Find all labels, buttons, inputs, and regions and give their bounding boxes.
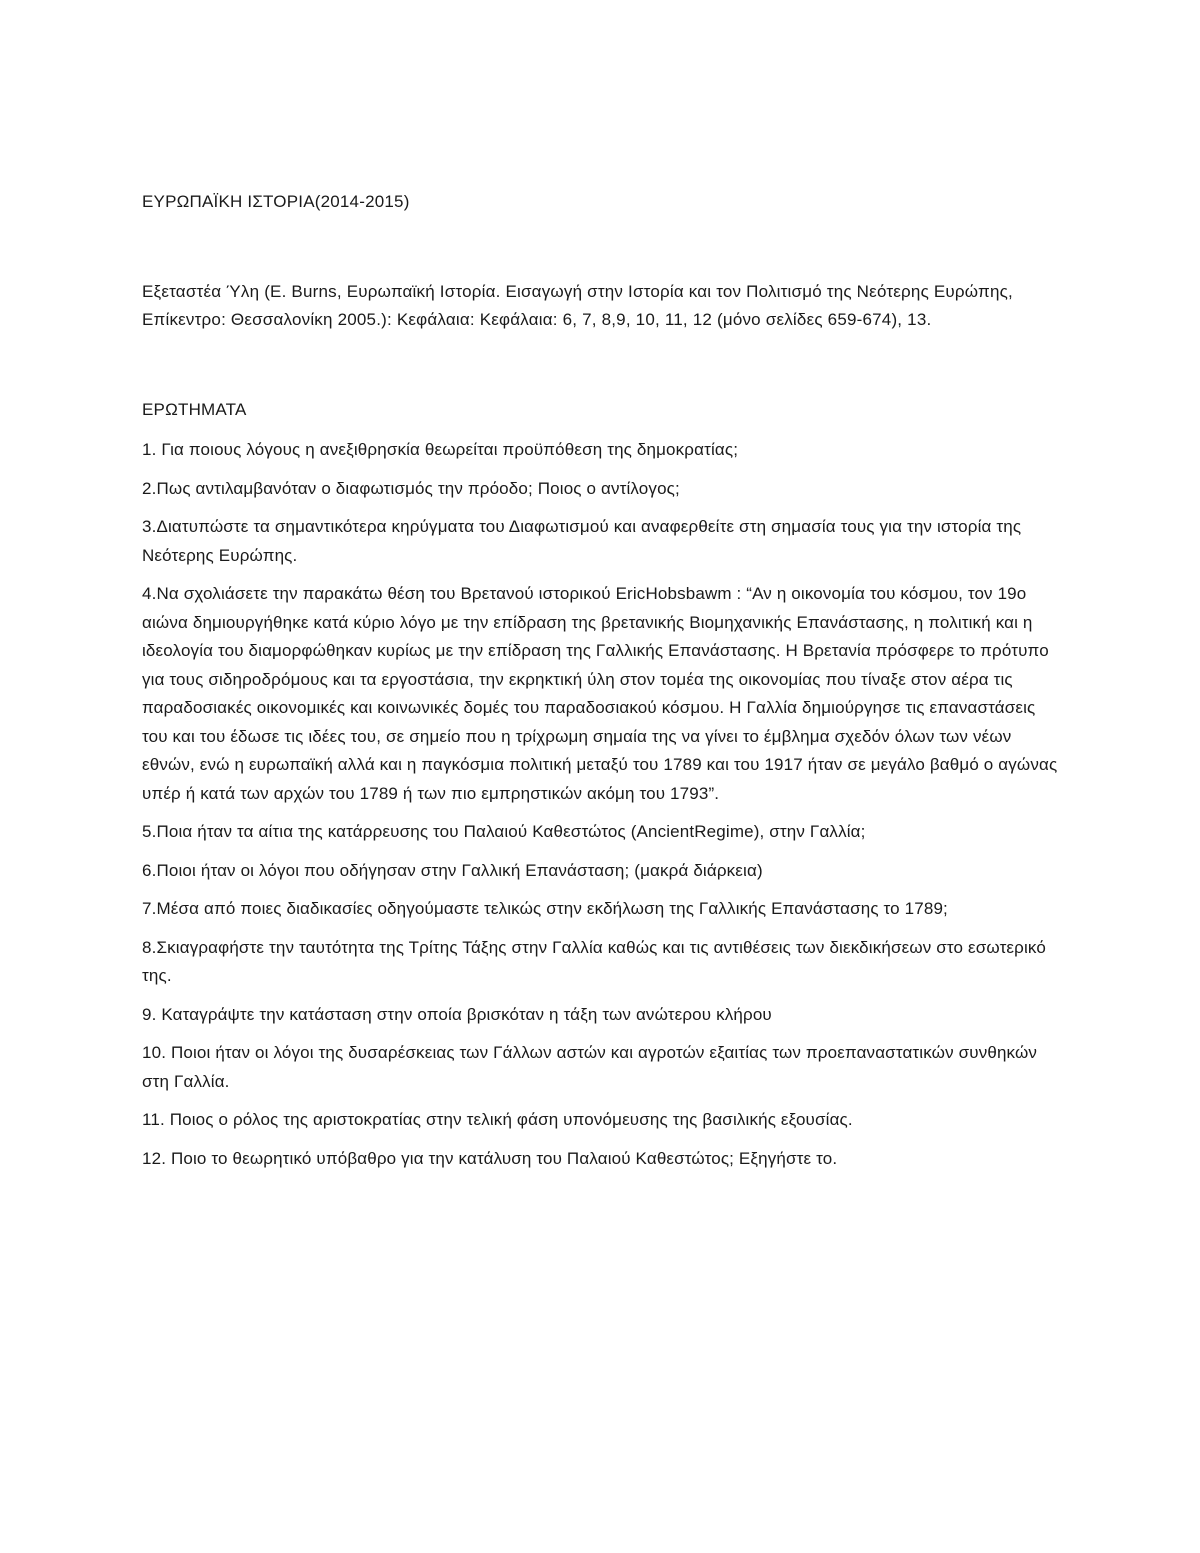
questions-list xyxy=(142,436,1062,1173)
question-5: 5.Ποια ήταν τα αίτια της κατάρρευσης του Παλαιού Καθεστώτος (AncientRegime), στην Γαλλία; xyxy=(142,822,866,841)
document-title: ΕΥΡΩΠΑΪΚΗ ΙΣΤΟΡΙΑ(2014-2015) xyxy=(142,192,410,211)
question-2: 2.Πως αντιλαμβανόταν ο διαφωτισμός την πρόοδο; Ποιος ο αντίλογος; xyxy=(142,478,680,498)
question-4: 4.Να σχολιάσετε την παρακάτω θέση του Βρετανού ιστορικού EricHobsbawm : “Αν η οικονομία του κόσμου, τον 19ο αιώνα δημιουργήθηκε κατά κύριο λόγο με την επίδραση της βρετανικής Βιομηχανικής Επανάστασης, η πολιτική και η ιδεολογία του διαμορφώθηκαν κυρίως με την επίδραση της Γαλλικής Επανάστασης. Η Βρετανία πρόσφερε το πρότυπο για τους σιδηροδρόμους και τα εργοστάσια, την εκρηκτική ύλη στον τομέα της οικονομίας που τίναξε στον αέρα τις παραδοσιακές οικονομικές και κοινωνικές δομές του παραδοσιακού κόσμου. Η Γαλλία δημιούργησε τις επαναστάσεις του και του έδωσε τις ιδέες του, σε σημείο που η τρίχρωμη σημαία της να γίνει το έμβλημα σχεδόν όλων των νέων εθνών, ενώ η ευρωπαϊκή αλλά και η παγκόσμια πολιτική μεταξύ του 1789 και του 1917 ήταν σε μεγάλο βαθμό ο αγώνας υπέρ ή κατά των αρχών του 1789 ή των πιο εμπρηστικών ακόμη του 1793”. xyxy=(142,584,1058,803)
question-9: 9. Καταγράψτε την κατάσταση στην οποία βρισκόταν η τάξη των ανώτερου κλήρου xyxy=(142,1004,772,1024)
questions-heading: ΕΡΩΤΗΜΑΤΑ xyxy=(142,400,247,419)
question-3: 3.Διατυπώστε τα σημαντικότερα κηρύγματα του Διαφωτισμού και αναφερθείτε στη σημασία τους για την ιστορία της Νεότερης Ευρώπης. xyxy=(142,517,1022,565)
question-6: 6.Ποιοι ήταν οι λόγοι που οδήγησαν στην Γαλλική Επανάσταση; (μακρά διάρκεια) xyxy=(142,860,763,880)
question-7: 7.Μέσα από ποιες διαδικασίες οδηγούμαστε τελικώς στην εκδήλωση της Γαλλικής Επανάστασης το 1789; xyxy=(142,899,948,918)
question-8: 8.Σκιαγραφήστε την ταυτότητα της Τρίτης Τάξης στην Γαλλία καθώς και τις αντιθέσεις των διεκδικήσεων στο εσωτερικό της. xyxy=(142,937,1046,985)
question-11: 11. Ποιος ο ρόλος της αριστοκρατίας στην τελική φάση υπονόμευσης της βασιλικής εξουσίας. xyxy=(142,1110,853,1129)
syllabus-paragraph: Εξεταστέα Ύλη (E. Burns, Ευρωπαϊκή Ιστορία. Εισαγωγή στην Ιστορία και τον Πολιτισμό της Νεότερης Ευρώπης, Επίκεντρο: Θεσσαλονίκη 2005.): Κεφάλαια: Κεφάλαια: 6, 7, 8,9, 10, 11, 12 (μόνο σελίδες 659-674), 13. xyxy=(142,282,1013,329)
question-12: 12. Ποιο το θεωρητικό υπόβαθρο για την κατάλυση του Παλαιού Καθεστώτος; Εξηγήστε το. xyxy=(142,1148,838,1168)
question-10: 10. Ποιοι ήταν οι λόγοι της δυσαρέσκειας των Γάλλων αστών και αγροτών εξαιτίας των προεπαναστατικών συνθηκών στη Γαλλία. xyxy=(142,1043,1038,1091)
question-1: 1. Για ποιους λόγους η ανεξιθρησκία θεωρείται προϋπόθεση της δημοκρατίας; xyxy=(142,440,739,459)
document-page xyxy=(142,188,1062,1173)
